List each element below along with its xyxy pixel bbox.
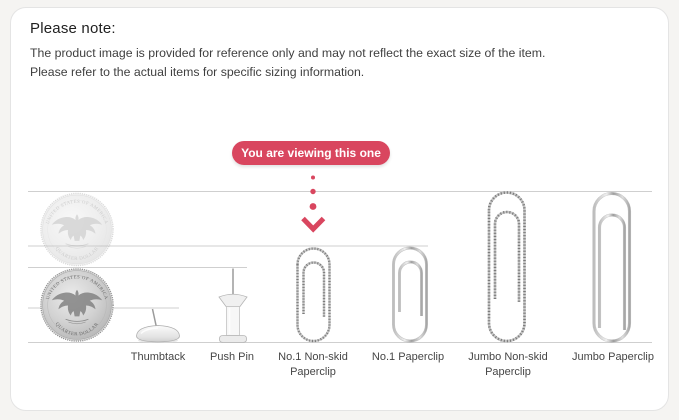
notice-body-line1: The product image is provided for reference only and may not reflect the exact size of the item. — [30, 46, 546, 60]
push-pin-graphic — [219, 269, 247, 343]
item-label-line: Thumbtack — [130, 351, 186, 363]
item-label-no1-nonskid-paperclip — [278, 350, 348, 379]
thumbtack-graphic — [137, 309, 180, 343]
item-label-line: Jumbo Non-skid — [468, 351, 548, 363]
item-label-line: Paperclip — [485, 365, 531, 378]
item-label-line: No.1 Non-skid — [278, 351, 348, 363]
item-label-jumbo-nonskid-paperclip — [468, 350, 547, 379]
quarter-coin-ghost — [41, 193, 113, 265]
viewing-callout-badge: You are viewing this one — [232, 141, 390, 165]
arrow-down-icon — [303, 219, 324, 230]
jumbo-nonskid-paperclip-graphic — [489, 192, 525, 341]
item-label-line: Paperclip — [290, 365, 336, 378]
notice-title: Please note: — [30, 20, 116, 37]
no1-nonskid-paperclip-graphic — [298, 249, 330, 342]
notice-body-line2: Please refer to the actual items for specific sizing information. — [30, 65, 365, 79]
no1-paperclip-graphic — [394, 248, 427, 341]
item-label-thumbtack — [131, 350, 185, 365]
item-label-line: No.1 Paperclip — [371, 351, 445, 363]
item-label-line: Push Pin — [209, 351, 255, 363]
item-label-line: Jumbo Paperclip — [572, 351, 654, 363]
item-label-no1-paperclip — [372, 350, 444, 365]
quarter-coin — [41, 269, 113, 341]
item-label-push-pin — [210, 350, 254, 365]
jumbo-paperclip-graphic — [594, 194, 630, 342]
pointer-dots — [310, 176, 317, 210]
gridlines — [28, 192, 652, 343]
item-label-jumbo-paperclip — [572, 350, 654, 365]
